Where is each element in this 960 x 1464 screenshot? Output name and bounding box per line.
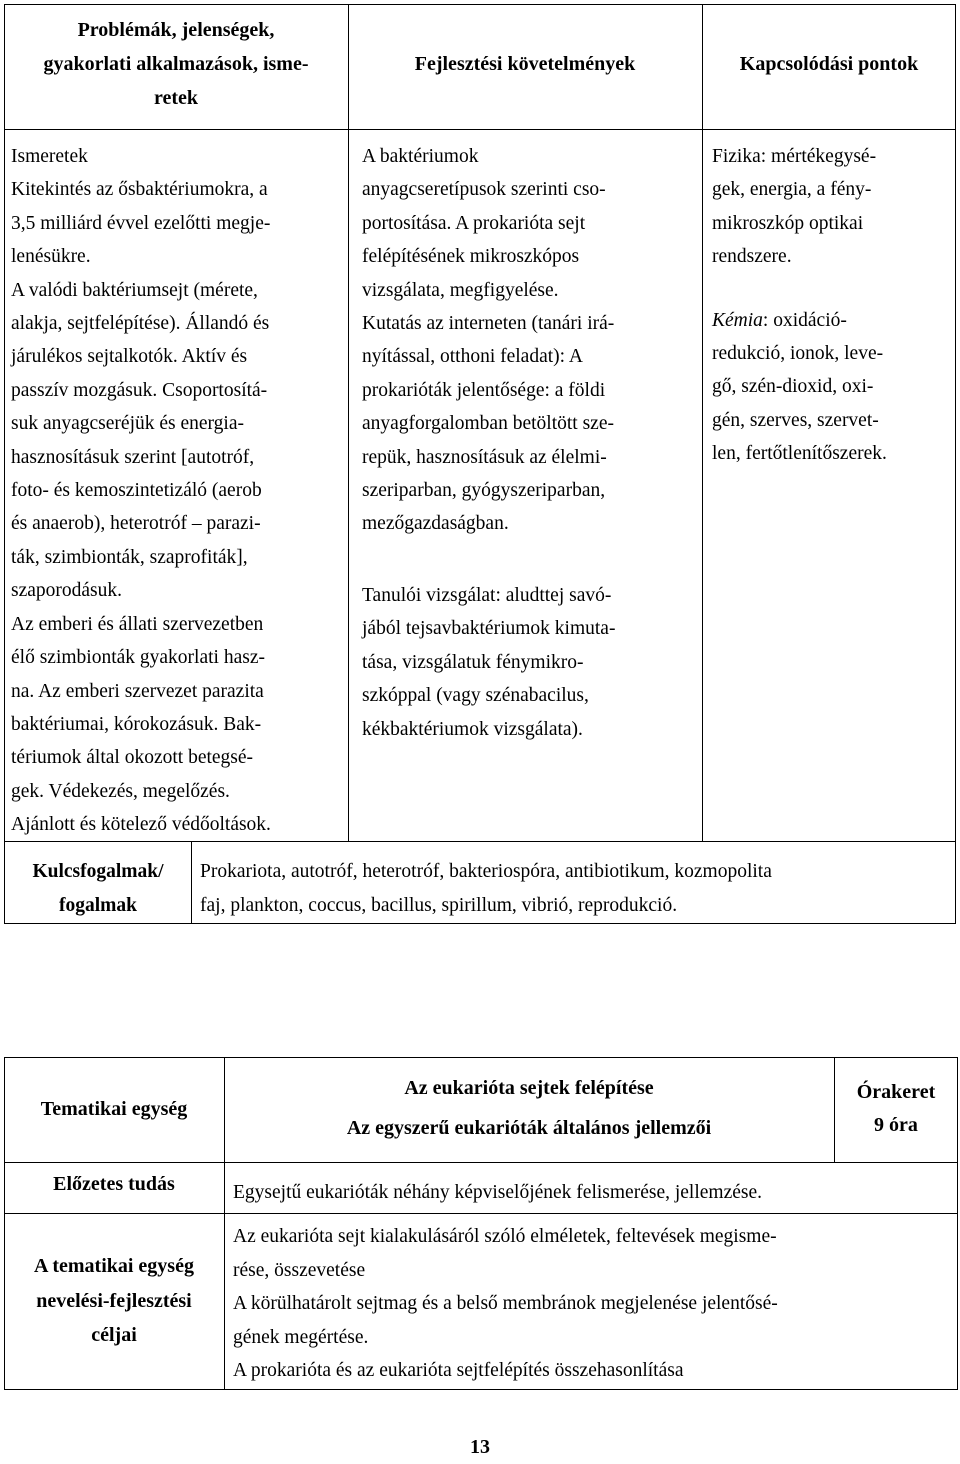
table1-left-border [4, 4, 5, 924]
fejlesztesi-cell [362, 140, 700, 746]
ismeretek-line: Ajánlott és kötelező védőoltások. [11, 814, 271, 836]
table1-top-border [4, 4, 955, 5]
ismeretek-line: baktériumai, kórokozásuk. Bak- [11, 713, 262, 735]
celjai-line: Az eukarióta sejt kialakulásáról szóló elméletek, feltevések megisme- [233, 1226, 777, 1247]
ismeretek-line: alakja, sejtfelépítése). Állandó és [11, 313, 270, 335]
ismeretek-line: élő szimbionták gyakorlati hasz- [11, 647, 265, 669]
celjai-label-line: céljai [91, 1324, 137, 1346]
fejlesztesi-line: A baktériumok [362, 146, 479, 167]
header-kapcsolodasi-text: Kapcsolódási pontok [739, 53, 919, 75]
ismeretek-line: na. Az emberi szervezet parazita [11, 680, 264, 702]
ismeretek-line: 3,5 milliárd évvel ezelőtti megje- [11, 212, 271, 234]
fejlesztesi-line: repük, hasznosításuk az élelmi- [362, 446, 607, 468]
kemia-label: Kémia [712, 309, 763, 331]
celjai-line: gének megértése. [233, 1326, 369, 1348]
table1-col-divider-2 [702, 4, 703, 842]
ismeretek-line: A valódi baktériumsejt (mérete, [11, 279, 258, 301]
orakeret [836, 1076, 956, 1142]
ismeretek-line: és anaerob), heterotróf – parazi- [11, 513, 261, 535]
table1-kulcs-divider [191, 841, 192, 924]
fejlesztesi-para-2 [362, 579, 700, 746]
elozetes-tudas-text: Egysejtű eukarióták néhány képviselőjének felismerése, jellemzése. [233, 1182, 763, 1203]
page-number: 13 [470, 1436, 490, 1458]
table1-bottom-border [4, 923, 955, 924]
ismeretek-line: hasznosításuk szerint [autotróf, [11, 446, 255, 468]
kulcsfogalmak-label-line: fogalmak [59, 895, 137, 916]
kapcsolodasi-line: len, fertőtlenítőszerek. [712, 443, 887, 465]
table2-right-border [957, 1057, 958, 1390]
table2-left-border [4, 1057, 5, 1390]
header-fejlesztesi-text: Fejlesztési követelmények [414, 53, 636, 75]
celjai-label [6, 1249, 222, 1353]
orakeret-label: Órakeret [856, 1081, 936, 1103]
kapcsolodasi-fizika [712, 140, 954, 274]
fejlesztesi-line: vizsgálata, megfigyelése. [362, 279, 559, 301]
kemia-text: : oxidáció- [762, 309, 847, 331]
kapcsolodasi-line: redukció, ionok, leve- [712, 343, 884, 365]
kapcsolodasi-line: gő, szén-dioxid, oxi- [712, 376, 874, 398]
celjai-line: rése, összevetése [233, 1259, 366, 1281]
table1-right-border [955, 4, 956, 924]
ismeretek-line: lenésükre. [11, 246, 91, 268]
kapcsolodasi-line [712, 304, 954, 337]
ismeretek-line: gek. Védekezés, megelőzés. [11, 780, 230, 802]
table2-row-border [4, 1213, 957, 1214]
header-problemak-line: Problémák, jelenségek, [77, 19, 275, 41]
kapcsolodasi-line: Fizika: mértékegysé- [712, 146, 877, 167]
fejlesztesi-line: tása, vizsgálatuk fénymikro- [362, 651, 584, 673]
kapcsolodasi-line: gén, szerves, szervet- [712, 409, 879, 431]
fejlesztesi-line: Tanulói vizsgálat: aludttej savó- [362, 584, 612, 606]
unit-title-line-1: Az eukarióta sejtek felépítése [404, 1077, 654, 1099]
fejlesztesi-line: kékbaktériumok vizsgálata). [362, 718, 583, 740]
fejlesztesi-para-1 [362, 140, 700, 541]
ismeretek-line: tériumok által okozott betegsé- [11, 747, 254, 769]
kapcsolodasi-line: gek, energia, a fény- [712, 179, 872, 201]
fejlesztesi-line: jából tejsavbaktériumok kimuta- [362, 618, 616, 640]
header-problemak [6, 13, 346, 115]
ismeretek-line: Kitekintés az ősbaktériumokra, a [11, 179, 268, 201]
fejlesztesi-line: felépítésének mikroszkópos [362, 246, 580, 268]
kulcsfogalmak-line: Prokariota, autotróf, heterotróf, bakteriospóra, antibiotikum, kozmopolita [200, 861, 772, 882]
ismeretek-line: Ismeretek [11, 146, 88, 167]
kulcsfogalmak-label-line: Kulcsfogalmak/ [32, 861, 164, 882]
ismeretek-cell [11, 140, 347, 842]
header-fejlesztesi [350, 47, 700, 81]
fejlesztesi-line: anyagcseretípusok szerinti cso- [362, 179, 606, 201]
fejlesztesi-line: mezőgazdaságban. [362, 513, 509, 535]
kapcsolodasi-kemia [712, 304, 954, 471]
ismeretek-line: ták, szimbionták, szaprofiták], [11, 546, 248, 568]
ismeretek-line: Az emberi és állati szervezetben [11, 613, 264, 635]
fejlesztesi-line: prokarióták jelentősége: a földi [362, 379, 606, 401]
ismeretek-line: járulékos sejtalkotók. Aktív és [11, 346, 248, 368]
kulcsfogalmak-line: faj, plankton, coccus, bacillus, spirillum, vibrió, reprodukció. [200, 895, 678, 916]
table2-bottom-border [4, 1389, 957, 1390]
celjai-label-line: nevelési-fejlesztési [36, 1289, 192, 1312]
elozetes-tudas-label: Előzetes tudás [53, 1173, 175, 1195]
header-problemak-line: gyakorlati alkalmazások, isme- [43, 53, 309, 75]
orakeret-value: 9 óra [874, 1114, 918, 1136]
kulcsfogalmak-text [200, 855, 952, 923]
fejlesztesi-line: anyagforgalomban betöltött sze- [362, 413, 614, 435]
unit-title [226, 1068, 832, 1148]
celjai-text [233, 1220, 955, 1388]
table2-header-border [4, 1162, 957, 1163]
header-kapcsolodasi [704, 47, 954, 81]
celjai-line: A prokarióta és az eukarióta sejtfelépítés összehasonlítása [233, 1360, 684, 1381]
kapcsolodasi-line: mikroszkóp optikai [712, 212, 864, 234]
header-problemak-line: retek [153, 87, 199, 109]
kulcsfogalmak-label [6, 855, 190, 923]
fejlesztesi-line: nyítással, otthoni feladat): A [362, 346, 583, 368]
table2-orakeret-divider [834, 1057, 835, 1163]
table2-col-divider [224, 1057, 225, 1390]
fejlesztesi-line: portosítása. A prokarióta sejt [362, 212, 586, 234]
ismeretek-line: suk anyagcseréjük és energia- [11, 413, 245, 435]
table1-col-divider-1 [348, 4, 349, 842]
table1-header-border [4, 129, 955, 130]
ismeretek-line: foto- és kemoszintetizáló (aerob [11, 480, 262, 502]
fejlesztesi-line: szeriparban, gyógyszeriparban, [362, 480, 606, 502]
tematikai-egyseg-label: Tematikai egység [40, 1098, 188, 1120]
fejlesztesi-line: Kutatás az interneten (tanári irá- [362, 313, 615, 335]
table2-top-border [4, 1057, 957, 1058]
ismeretek-line: szaporodásuk. [11, 580, 123, 602]
celjai-label-line: A tematikai egység [34, 1255, 194, 1277]
fejlesztesi-line: szkóppal (vagy szénabacilus, [362, 685, 589, 707]
kapcsolodasi-line: rendszere. [712, 246, 792, 268]
ismeretek-line: passzív mozgásuk. Csoportosítá- [11, 379, 268, 401]
kapcsolodasi-cell [712, 140, 954, 471]
unit-title-line-2: Az egyszerű eukarióták általános jellemzői [346, 1117, 712, 1139]
celjai-line: A körülhatárolt sejtmag és a belső membránok megjelenése jelentősé- [233, 1293, 778, 1314]
